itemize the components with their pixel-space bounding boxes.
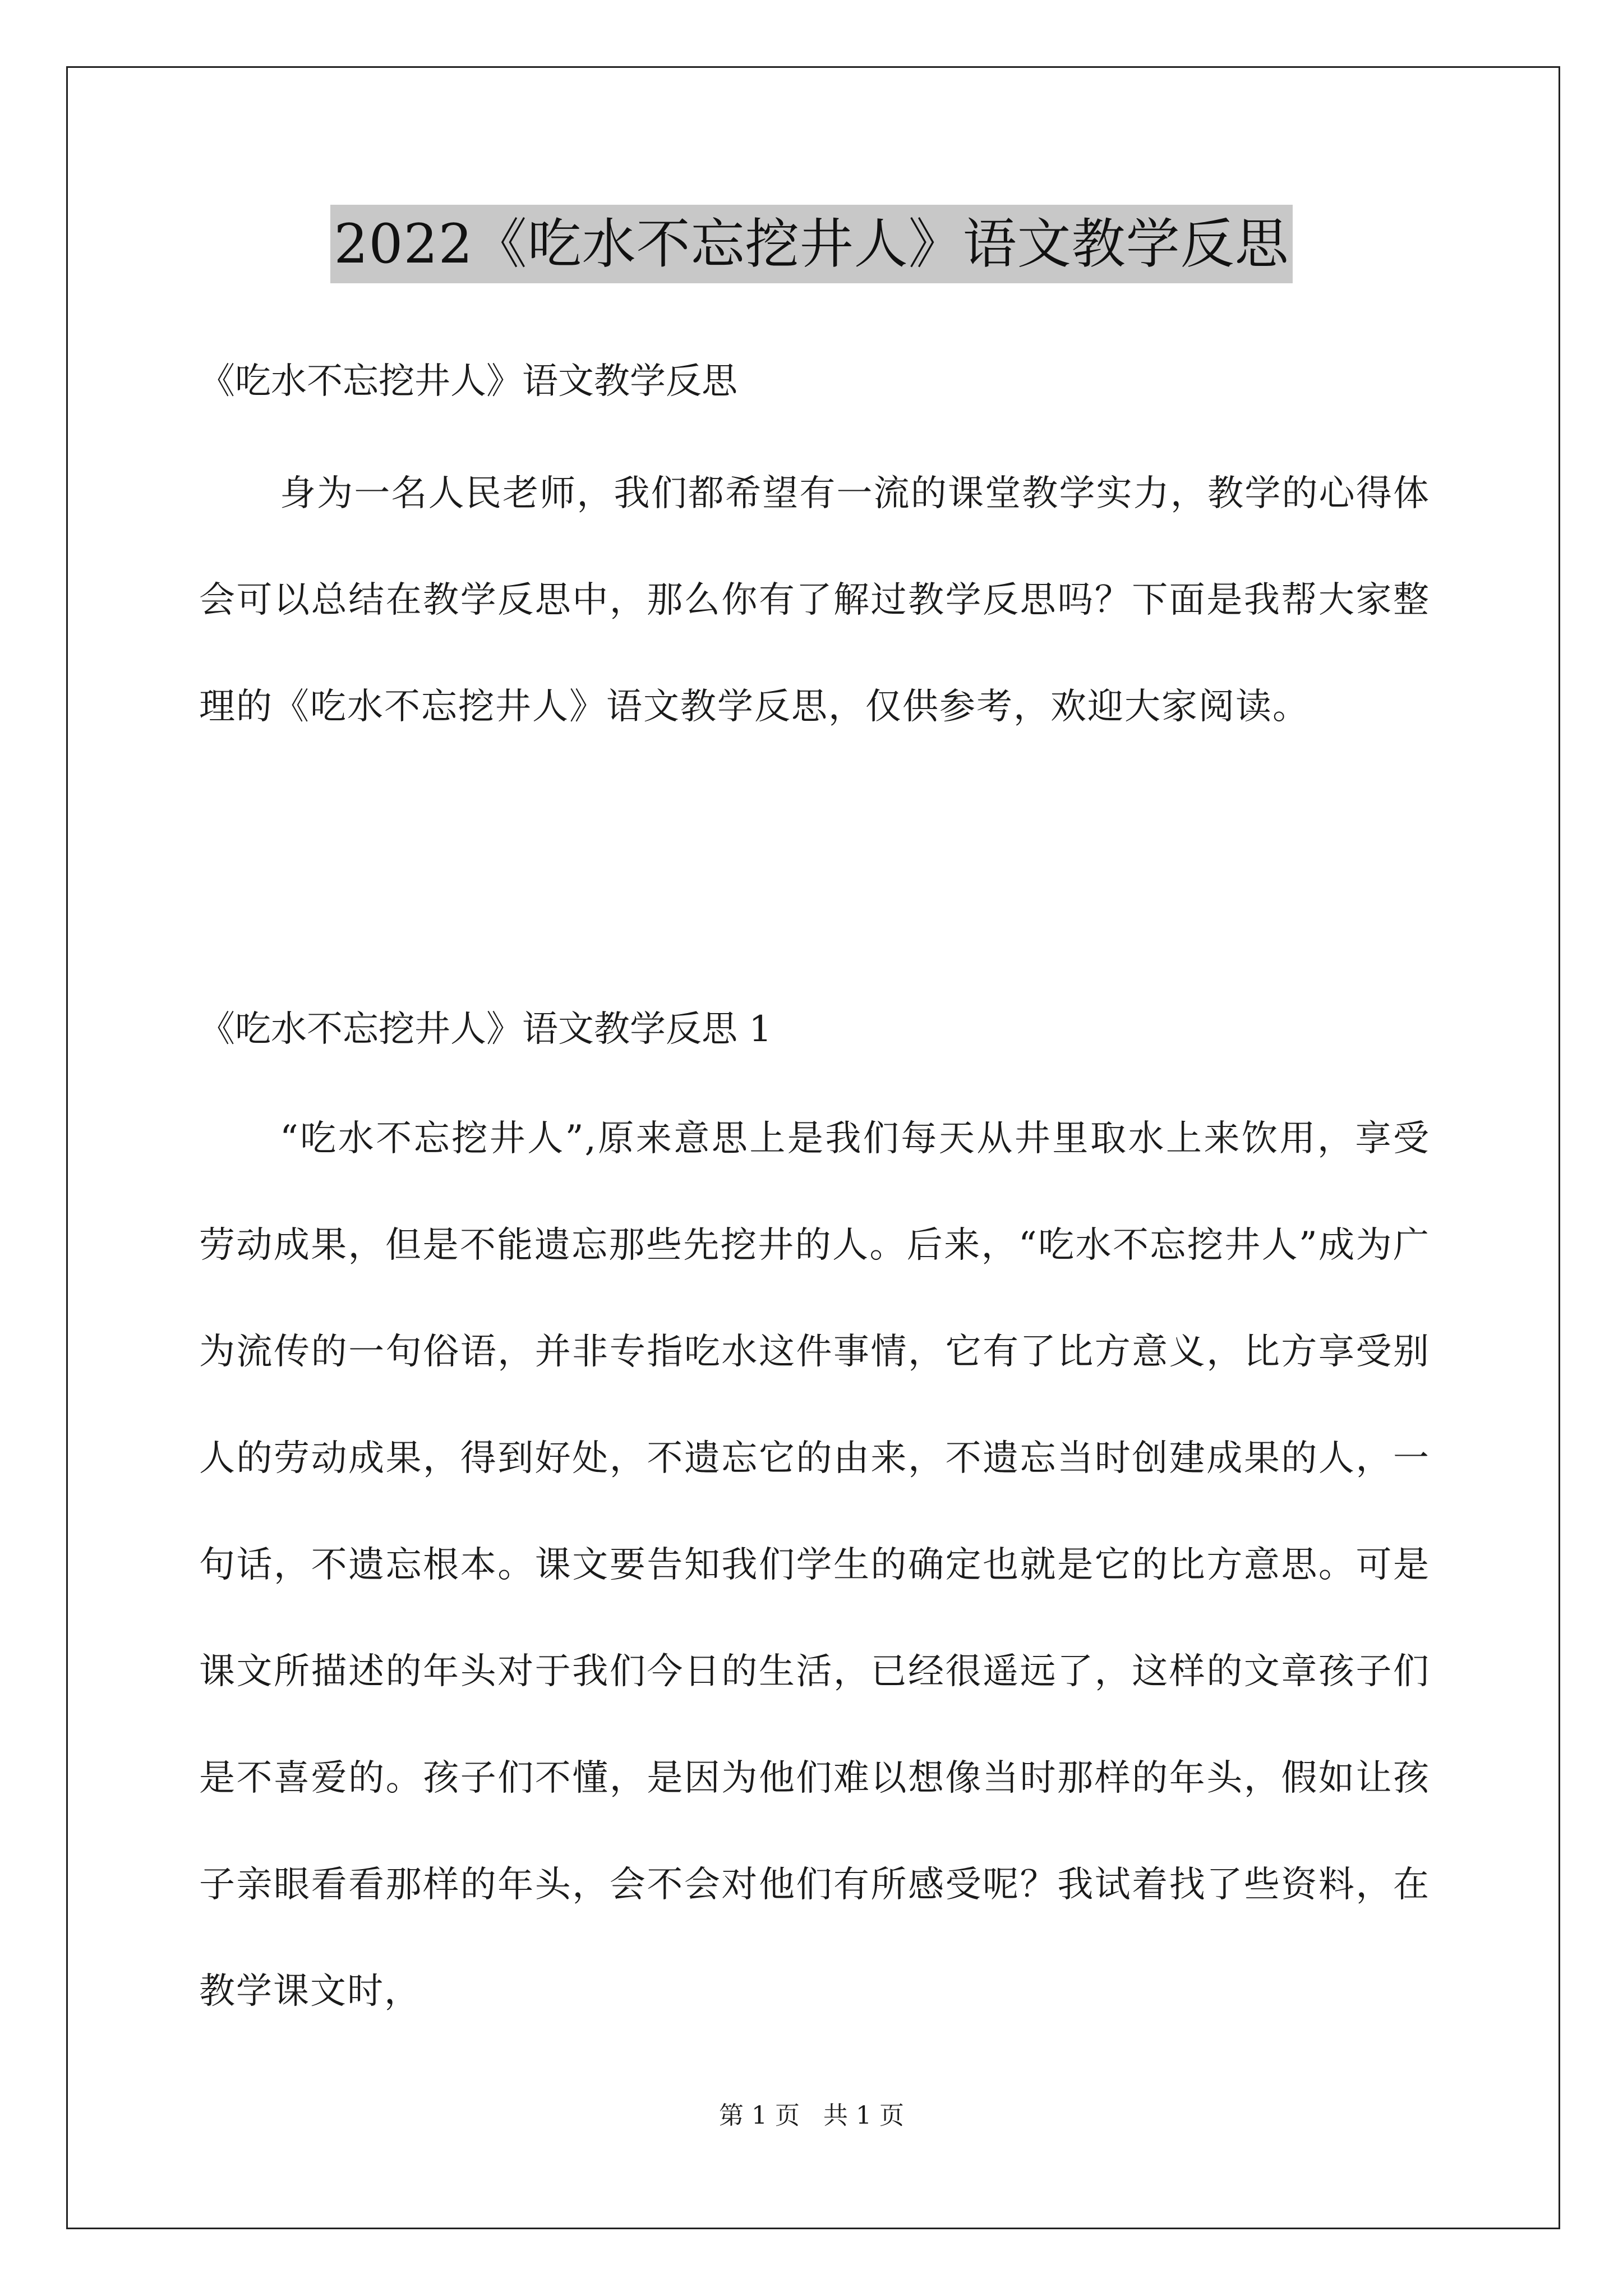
document-title: 2022《吃水不忘挖井人》语文教学反思 (330, 205, 1292, 283)
page-footer (0, 2099, 1623, 2133)
section-paragraph: “吃水不忘挖井人”,原来意思上是我们每天从井里取水上来饮用，享受劳动成果，但是不能遗忘那些先挖井的人。后来，“吃水不忘挖井人”成为广为流传的一句俗语，并非专指吃水这件事情，它有了比方意义，比方享受别人的劳动成果，得到好处，不遗忘它的由来，不遗忘当时创建成果的人，一句话，不遗忘根本。课文要告知我们学生的确定也就是它的比方意思。可是课文所描述的年头对于我们今日的生活，已经很遥远了，这样的文章孩子们是不喜爱的。孩子们不懂，是因为他们难以想像当时那样的年头，假如让孩子亲眼看看那样的年头，会不会对他们有所感受呢？我试着找了些资料，在教学课文时， (199, 1118, 1430, 2012)
document-subtitle: 《吃水不忘挖井人》语文教学反思 (199, 361, 737, 402)
title-wrapper (0, 205, 1623, 283)
page-number: 第 1 页 (719, 2101, 800, 2130)
section-heading: 《吃水不忘挖井人》语文教学反思 1 (199, 1009, 772, 1050)
intro-paragraph: 身为一名人民老师，我们都希望有一流的课堂教学实力，教学的心得体会可以总结在教学反思中，那么你有了解过教学反思吗？下面是我帮大家整理的《吃水不忘挖井人》语文教学反思，仅供参考，欢迎大家阅读。 (199, 473, 1430, 728)
page-total: 共 1 页 (823, 2101, 904, 2130)
